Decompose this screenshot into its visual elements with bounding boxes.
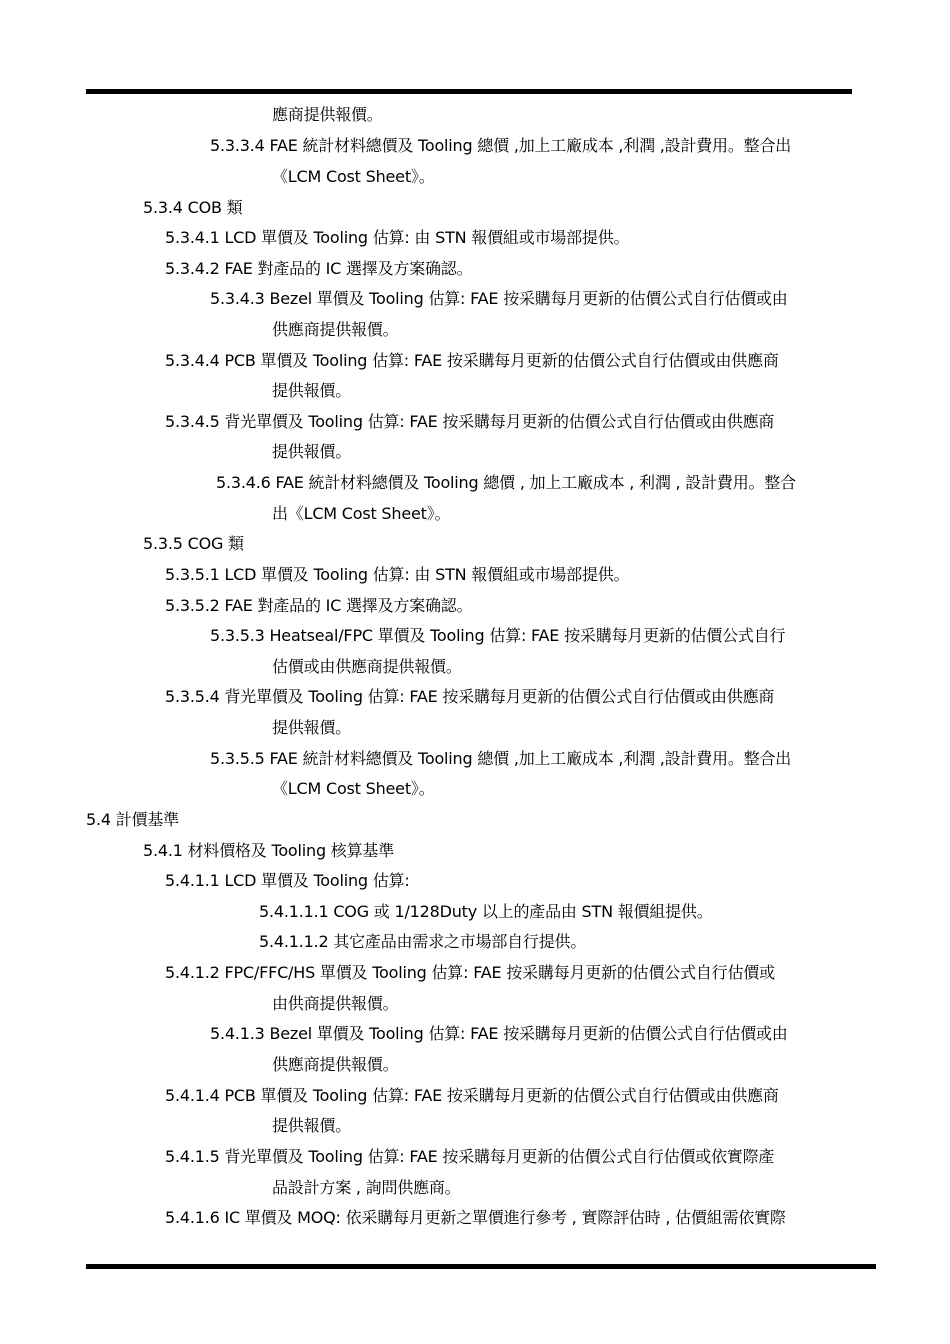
text-line: 出《LCM Cost Sheet》。: [272, 504, 451, 523]
text-line: 供應商提供報價。: [272, 320, 399, 339]
text-line: 5.4.1.1 LCD 單價及 Tooling 估算:: [165, 871, 410, 890]
footer-rule: [86, 1264, 876, 1269]
text-line: 5.3.5.3 Heatseal/FPC 單價及 Tooling 估算: FAE 按采購每月更新的估價公式自行: [210, 626, 786, 645]
text-line: 5.3.4.2 FAE 對產品的 IC 選擇及方案确認。: [165, 259, 473, 278]
section-heading: 5.3.5 COG 類: [143, 534, 244, 553]
text-line: 5.4.1.4 PCB 單價及 Tooling 估算: FAE 按采購每月更新的估價公式自行估價或由供應商: [165, 1086, 779, 1105]
text-line: 5.3.4.4 PCB 單價及 Tooling 估算: FAE 按采購每月更新的估價公式自行估價或由供應商: [165, 351, 779, 370]
text-line: 5.3.4.1 LCD 單價及 Tooling 估算: 由 STN 報價組或市場部提供。: [165, 228, 630, 247]
text-line: 5.4.1.2 FPC/FFC/HS 單價及 Tooling 估算: FAE 按采購每月更新的估價公式自行估價或: [165, 963, 775, 982]
text-line: 5.3.5.4 背光單價及 Tooling 估算: FAE 按采購每月更新的估價公式自行估價或由供應商: [165, 687, 775, 706]
text-line: 5.3.5.1 LCD 單價及 Tooling 估算: 由 STN 報價組或市場部提供。: [165, 565, 630, 584]
text-line: 應商提供報價。: [272, 105, 383, 124]
section-heading: 5.4.1 材料價格及 Tooling 核算基準: [143, 841, 394, 860]
text-line: 估價或由供應商提供報價。: [272, 657, 462, 676]
text-line: 5.4.1.1.1 COG 或 1/128Duty 以上的產品由 STN 報價組提供。: [259, 902, 713, 921]
text-line: 提供報價。: [272, 718, 352, 737]
text-line: 5.3.5.2 FAE 對產品的 IC 選擇及方案确認。: [165, 596, 473, 615]
text-line: 《LCM Cost Sheet》。: [272, 779, 435, 798]
text-line: 5.3.4.3 Bezel 單價及 Tooling 估算: FAE 按采購每月更新的估價公式自行估價或由: [210, 289, 788, 308]
section-heading: 5.4 計價基準: [86, 810, 179, 829]
text-line: 由供商提供報價。: [272, 994, 399, 1013]
text-line: 5.3.5.5 FAE 統計材料總價及 Tooling 總價 ,加上工廠成本 ,利潤 ,設計費用。整合出: [210, 749, 792, 768]
text-line: 提供報價。: [272, 442, 352, 461]
text-line: 5.4.1.3 Bezel 單價及 Tooling 估算: FAE 按采購每月更新的估價公式自行估價或由: [210, 1024, 788, 1043]
text-line: 5.4.1.1.2 其它產品由需求之市場部自行提供。: [259, 932, 587, 951]
text-line: 品設計方案 , 詢問供應商。: [272, 1178, 461, 1197]
text-line: 《LCM Cost Sheet》。: [272, 167, 435, 186]
text-line: 5.3.3.4 FAE 統計材料總價及 Tooling 總價 ,加上工廠成本 ,利潤 ,設計費用。整合出: [210, 136, 792, 155]
header-rule: [86, 89, 852, 94]
text-line: 5.3.4.6 FAE 統計材料總價及 Tooling 總價 , 加上工廠成本 , 利潤 , 設計費用。整合: [216, 473, 796, 492]
text-line: 提供報價。: [272, 381, 352, 400]
text-line: 5.3.4.5 背光單價及 Tooling 估算: FAE 按采購每月更新的估價公式自行估價或由供應商: [165, 412, 775, 431]
text-line: 5.4.1.6 IC 單價及 MOQ: 依采購每月更新之單價進行參考 , 實際評估時 , 估價組需依實際: [165, 1208, 786, 1227]
text-line: 5.4.1.5 背光單價及 Tooling 估算: FAE 按采購每月更新的估價公式自行估價或依實際產: [165, 1147, 775, 1166]
text-line: 提供報價。: [272, 1116, 352, 1135]
text-line: 供應商提供報價。: [272, 1055, 399, 1074]
section-heading: 5.3.4 COB 類: [143, 198, 243, 217]
